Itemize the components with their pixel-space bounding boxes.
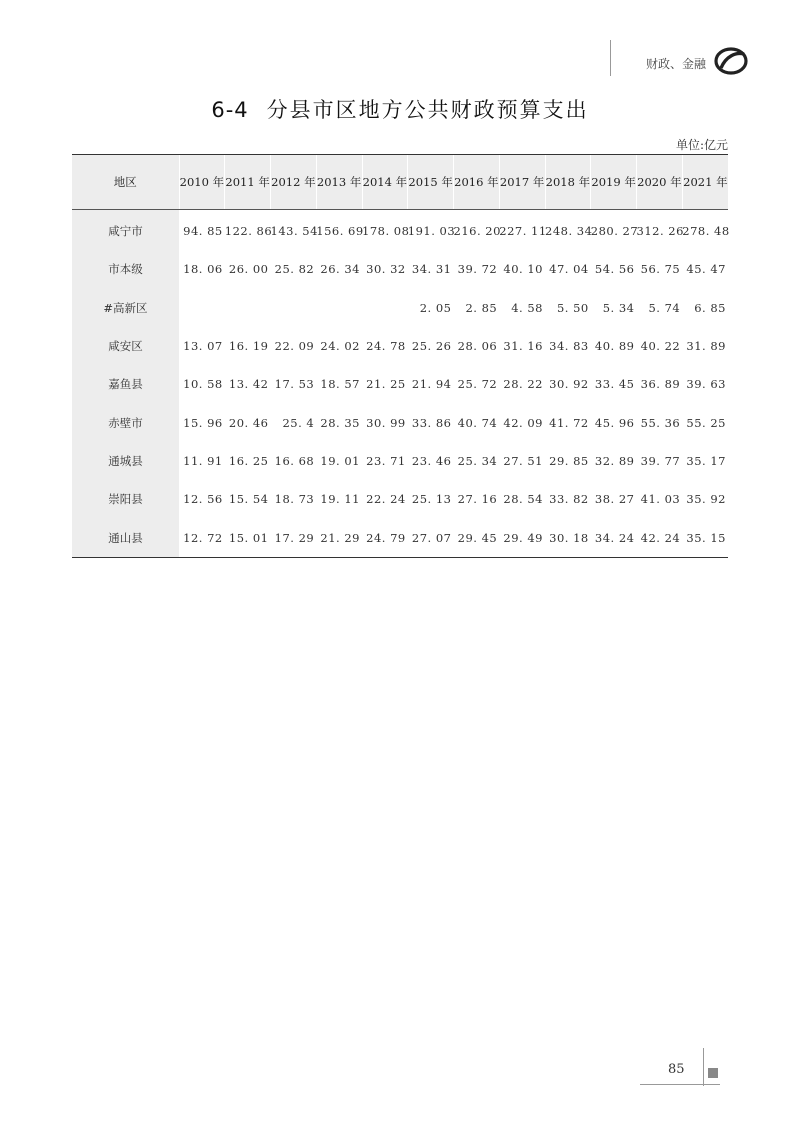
- value-cell: 5. 50: [556, 300, 589, 315]
- value-cell: 31. 16: [503, 339, 543, 354]
- column-header-year: 2013 年: [316, 155, 362, 210]
- value-cell: 216. 20: [453, 224, 501, 239]
- value-cell: 178. 08: [362, 224, 410, 239]
- value-cell: 25. 13: [411, 492, 452, 507]
- column-header-region: 地区: [72, 155, 179, 210]
- value-cell: 24. 78: [366, 339, 406, 354]
- value-cell: 94. 85: [183, 224, 223, 239]
- table-row: [72, 210, 728, 251]
- value-cell: 26. 34: [320, 262, 360, 277]
- value-cell: 35. 92: [686, 492, 726, 507]
- value-cell: 45. 96: [594, 415, 635, 430]
- value-cell: 42. 24: [637, 518, 683, 557]
- value-cell: 23. 46: [411, 453, 452, 468]
- value-cell: 55. 36: [640, 415, 681, 430]
- table-row: [72, 327, 728, 365]
- footer-square-icon: [708, 1068, 718, 1078]
- value-cell: 24. 79: [362, 518, 408, 557]
- value-cell: 28. 22: [503, 377, 543, 392]
- table-row: [72, 250, 728, 288]
- value-cell: 25. 34: [457, 453, 498, 468]
- value-cell: 41. 03: [640, 492, 681, 507]
- value-cell: 35. 15: [682, 518, 728, 557]
- value-cell: 10. 58: [183, 377, 223, 392]
- value-cell: 30. 92: [549, 377, 589, 392]
- table-row: [72, 403, 728, 441]
- value-cell: 21. 29: [316, 518, 362, 557]
- value-cell: 22. 09: [274, 339, 315, 354]
- column-header-year: 2018 年: [545, 155, 591, 210]
- value-cell: 21. 94: [411, 377, 452, 392]
- value-cell: 248. 34: [545, 224, 593, 239]
- value-cell: 30. 99: [366, 415, 406, 430]
- value-cell: 15. 01: [225, 518, 271, 557]
- value-cell: 36. 89: [640, 377, 681, 392]
- value-cell: 18. 06: [183, 262, 223, 277]
- value-cell: 227. 11: [499, 224, 547, 239]
- value-cell: 156. 69: [316, 224, 364, 239]
- column-header-year: 2012 年: [271, 155, 317, 210]
- value-cell: 16. 25: [228, 453, 269, 468]
- table-row: [72, 442, 728, 480]
- value-cell: 34. 31: [411, 262, 452, 277]
- region-cell: 嘉鱼县: [72, 365, 179, 403]
- value-cell: 28. 35: [320, 415, 360, 430]
- column-header-year: 2019 年: [591, 155, 637, 210]
- value-cell: 40. 74: [457, 415, 498, 430]
- value-cell: 18. 57: [320, 377, 360, 392]
- value-cell: 39. 63: [686, 377, 726, 392]
- value-cell: [271, 289, 317, 327]
- value-cell: 21. 25: [366, 377, 406, 392]
- region-cell: 赤壁市: [72, 403, 179, 441]
- footer-divider: [640, 1084, 720, 1085]
- value-cell: 11. 91: [183, 453, 223, 468]
- region-cell: 市本级: [72, 250, 179, 288]
- value-cell: 47. 04: [549, 262, 589, 277]
- column-header-year: 2021 年: [682, 155, 728, 210]
- table-row: [72, 365, 728, 403]
- table-title: 分县市区地方公共财政预算支出: [266, 98, 589, 122]
- page-title: [0, 94, 800, 124]
- value-cell: 5. 74: [648, 300, 681, 315]
- column-header-year: 2011 年: [225, 155, 271, 210]
- region-cell: #高新区: [72, 289, 179, 327]
- value-cell: 15. 96: [183, 415, 223, 430]
- region-cell: 通山县: [72, 518, 179, 557]
- value-cell: 29. 49: [499, 518, 545, 557]
- table-header-row: [72, 155, 728, 210]
- value-cell: [225, 289, 271, 327]
- value-cell: 26. 00: [228, 262, 269, 277]
- region-cell: 崇阳县: [72, 480, 179, 518]
- region-cell: 通城县: [72, 442, 179, 480]
- column-header-year: 2010 年: [179, 155, 225, 210]
- value-cell: 27. 07: [408, 518, 454, 557]
- value-cell: 143. 54: [270, 224, 318, 239]
- value-cell: 4. 58: [511, 300, 543, 315]
- value-cell: 28. 06: [457, 339, 498, 354]
- value-cell: 312. 26: [636, 224, 684, 239]
- value-cell: 18. 73: [274, 492, 315, 507]
- value-cell: 40. 22: [640, 339, 681, 354]
- table-row: [72, 518, 728, 557]
- value-cell: 25. 26: [411, 339, 452, 354]
- value-cell: 24. 02: [320, 339, 360, 354]
- value-cell: 12. 56: [183, 492, 223, 507]
- value-cell: 29. 85: [549, 453, 589, 468]
- value-cell: 25. 82: [274, 262, 315, 277]
- value-cell: 31. 89: [686, 339, 726, 354]
- value-cell: 27. 51: [503, 453, 543, 468]
- value-cell: 35. 17: [686, 453, 726, 468]
- value-cell: 34. 83: [549, 339, 589, 354]
- value-cell: 12. 72: [179, 518, 225, 557]
- value-cell: 45. 47: [686, 262, 726, 277]
- column-header-year: 2015 年: [408, 155, 454, 210]
- value-cell: 17. 29: [271, 518, 317, 557]
- value-cell: 38. 27: [594, 492, 635, 507]
- footer-divider-vertical: [703, 1048, 704, 1086]
- table-row: [72, 480, 728, 518]
- value-cell: 16. 68: [274, 453, 315, 468]
- value-cell: [316, 289, 362, 327]
- value-cell: 33. 86: [411, 415, 452, 430]
- value-cell: 15. 54: [228, 492, 269, 507]
- value-cell: 42. 09: [503, 415, 543, 430]
- value-cell: 13. 42: [228, 377, 269, 392]
- value-cell: 17. 53: [274, 377, 315, 392]
- value-cell: 191. 03: [407, 224, 456, 239]
- region-cell: 咸宁市: [72, 210, 179, 251]
- value-cell: 30. 32: [366, 262, 406, 277]
- value-cell: 39. 77: [640, 453, 681, 468]
- value-cell: [362, 289, 408, 327]
- value-cell: 40. 89: [594, 339, 635, 354]
- value-cell: 5. 34: [602, 300, 635, 315]
- value-cell: 280. 27: [590, 224, 639, 239]
- table-number: 6-4: [211, 98, 249, 122]
- value-cell: 54. 56: [594, 262, 635, 277]
- value-cell: 122. 86: [224, 224, 273, 239]
- region-cell: 咸安区: [72, 327, 179, 365]
- page-header: [646, 46, 748, 76]
- value-cell: 32. 89: [594, 453, 635, 468]
- value-cell: 39. 72: [457, 262, 498, 277]
- value-cell: 34. 24: [591, 518, 637, 557]
- column-header-year: 2020 年: [637, 155, 683, 210]
- value-cell: 2. 05: [419, 300, 452, 315]
- value-cell: 56. 75: [640, 262, 681, 277]
- column-header-year: 2014 年: [362, 155, 408, 210]
- yearbook-logo-icon: [714, 46, 748, 76]
- value-cell: 16. 19: [228, 339, 269, 354]
- value-cell: 23. 71: [366, 453, 406, 468]
- value-cell: 33. 82: [549, 492, 589, 507]
- value-cell: 22. 24: [366, 492, 406, 507]
- value-cell: 25. 72: [457, 377, 498, 392]
- value-cell: 40. 10: [503, 262, 543, 277]
- value-cell: 55. 25: [686, 415, 726, 430]
- value-cell: 41. 72: [549, 415, 589, 430]
- value-cell: [179, 289, 225, 327]
- page-number: 85: [668, 1062, 685, 1077]
- expenditure-table: [72, 154, 728, 558]
- value-cell: 2. 85: [465, 300, 498, 315]
- value-cell: 29. 45: [454, 518, 500, 557]
- value-cell: 6. 85: [694, 300, 726, 315]
- value-cell: 30. 18: [545, 518, 591, 557]
- column-header-year: 2016 年: [454, 155, 500, 210]
- value-cell: 33. 45: [594, 377, 635, 392]
- value-cell: 28. 54: [503, 492, 543, 507]
- header-divider: [610, 40, 611, 76]
- value-cell: 13. 07: [183, 339, 223, 354]
- unit-label: 单位:亿元: [675, 138, 728, 152]
- column-header-year: 2017 年: [499, 155, 545, 210]
- value-cell: 25. 4: [282, 415, 315, 430]
- value-cell: 19. 01: [320, 453, 360, 468]
- section-name: 财政、金融: [645, 56, 706, 71]
- value-cell: 27. 16: [457, 492, 498, 507]
- value-cell: 278. 48: [682, 224, 730, 239]
- table-row: [72, 289, 728, 327]
- value-cell: 19. 11: [320, 492, 360, 507]
- value-cell: 20. 46: [228, 415, 269, 430]
